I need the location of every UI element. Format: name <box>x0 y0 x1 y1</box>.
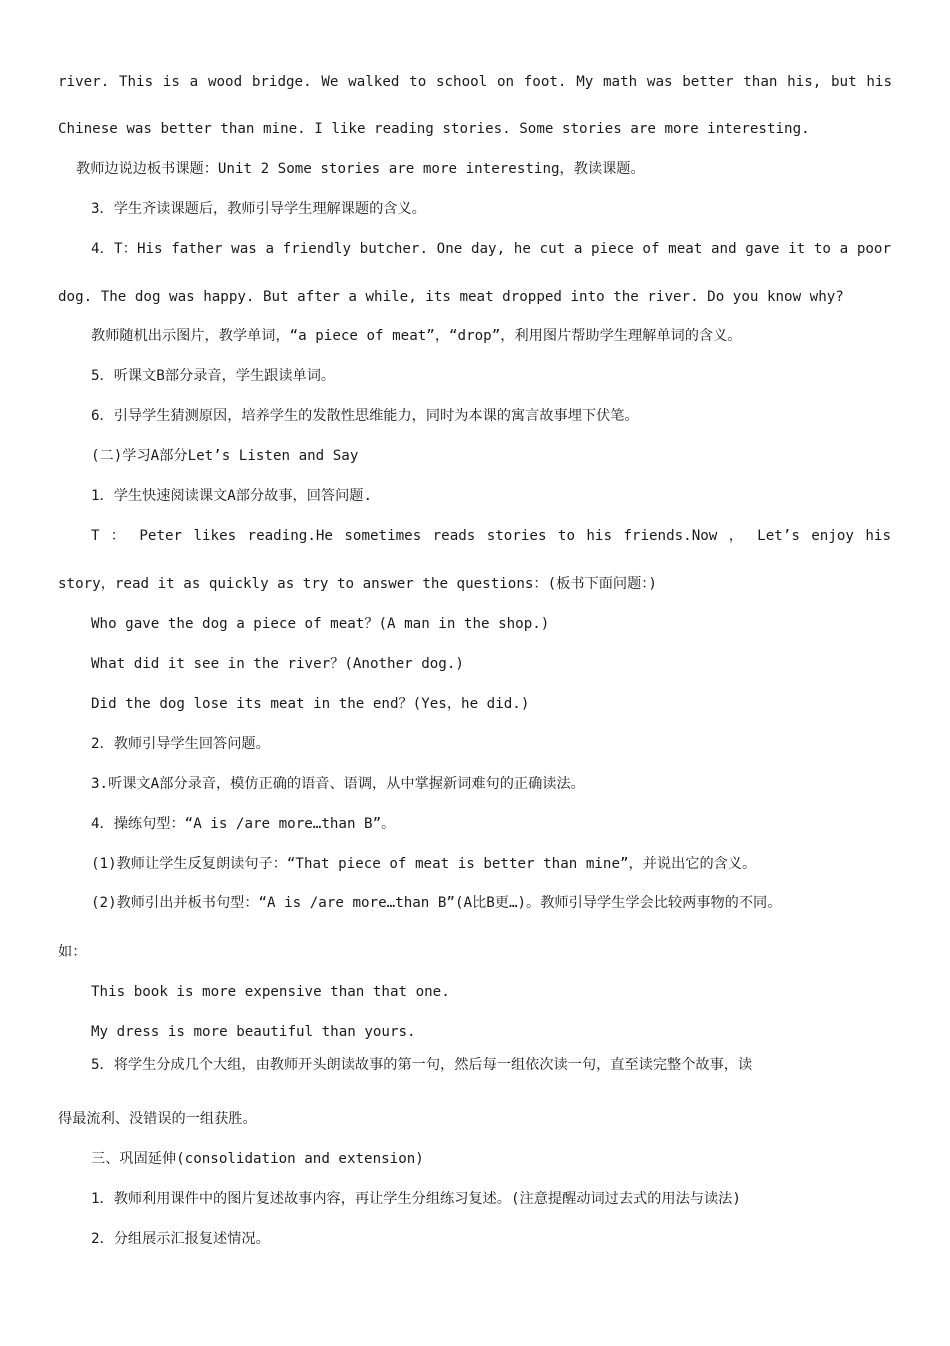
paragraph-line: 如： <box>58 944 87 960</box>
question-line: What did it see in the river？(Another dog.) <box>91 656 464 672</box>
paragraph-line: 4．T：His father was a friendly butcher. One day, he cut a piece of meat and gave it to a poor <box>91 241 891 257</box>
paragraph-line: 5．听课文B部分录音，学生跟读单词。 <box>91 368 336 384</box>
paragraph-line: 得最流利、没错误的一组获胜。 <box>58 1111 257 1127</box>
paragraph-line: 6．引导学生猜测原因，培养学生的发散性思维能力，同时为本课的寓言故事埋下伏笔。 <box>91 408 639 424</box>
paragraph-line: dog. The dog was happy. But after a while, its meat dropped into the river. Do you know why? <box>58 289 844 305</box>
paragraph-line: 3．学生齐读课题后，教师引导学生理解课题的含义。 <box>91 201 426 217</box>
paragraph-line: 2．教师引导学生回答问题。 <box>91 736 270 752</box>
paragraph-line: 教师随机出示图片，教学单词，“a piece of meat”，“drop”，利用图片帮助学生理解单词的含义。 <box>91 328 742 344</box>
paragraph-line: 1．学生快速阅读课文A部分故事，回答问题. <box>91 488 373 504</box>
paragraph-line: T ： Peter likes reading.He sometimes reads stories to his friends.Now ， Let’s enjoy his <box>91 528 891 544</box>
section-heading: 三、巩固延伸(consolidation and extension) <box>91 1151 424 1167</box>
paragraph-line: 教师边说边板书课题：Unit 2 Some stories are more interesting，教读课题。 <box>76 161 645 177</box>
question-line: Who gave the dog a piece of meat？(A man in the shop.) <box>91 616 550 632</box>
paragraph-line: 4．操练句型：“A is /are more…than B”。 <box>91 816 396 832</box>
paragraph-line: (1)教师让学生反复朗读句子：“That piece of meat is better than mine”，并说出它的含义。 <box>91 856 757 872</box>
paragraph-line: 5．将学生分成几个大组，由教师开头朗读故事的第一句，然后每一组依次读一句，直至读完整个故事，读 <box>91 1057 753 1073</box>
question-line: Did the dog lose its meat in the end？(Yes，he did.) <box>91 696 530 712</box>
paragraph-line: river. This is a wood bridge. We walked to school on foot. My math was better than his, but his <box>58 74 892 90</box>
section-heading: (二)学习A部分Let’s Listen and Say <box>91 448 359 464</box>
paragraph-line: Chinese was better than mine. I like reading stories. Some stories are more interesting. <box>58 121 810 137</box>
paragraph-line: 2．分组展示汇报复述情况。 <box>91 1231 270 1247</box>
paragraph-line: 1．教师利用课件中的图片复述故事内容，再让学生分组练习复述。(注意提醒动词过去式的用法与读法) <box>91 1191 741 1207</box>
paragraph-line: (2)教师引出并板书句型：“A is /are more…than B”(A比B更…)。教师引导学生学会比较两事物的不同。 <box>91 895 782 911</box>
paragraph-line: story，read it as quickly as try to answer the questions：(板书下面问题：) <box>58 576 657 592</box>
paragraph-line: 3.听课文A部分录音，模仿正确的语音、语调，从中掌握新词难句的正确读法。 <box>91 776 585 792</box>
example-line: This book is more expensive than that one. <box>91 984 450 1000</box>
example-line: My dress is more beautiful than yours. <box>91 1024 416 1040</box>
